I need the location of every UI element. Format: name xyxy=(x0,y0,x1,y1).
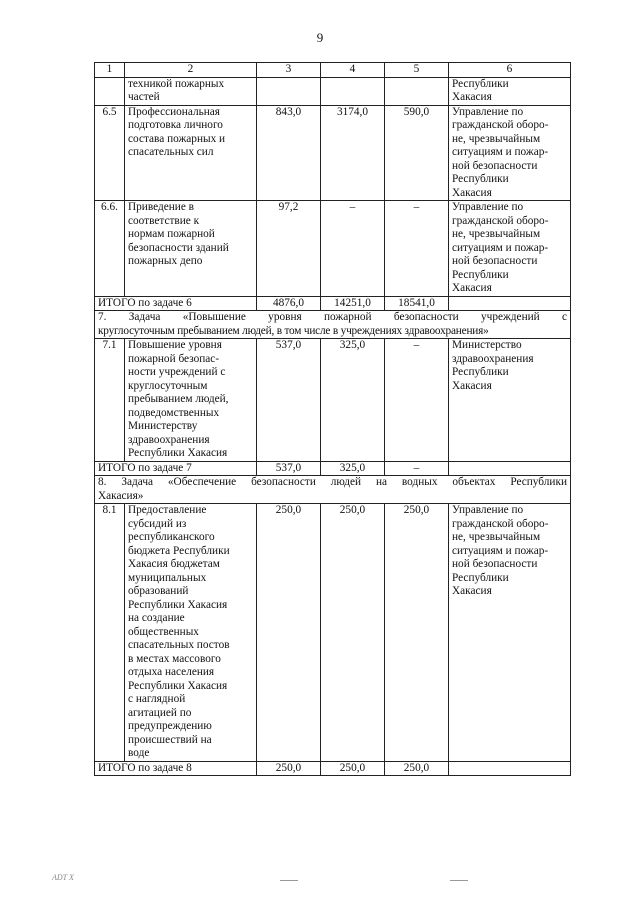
total-row xyxy=(95,761,571,776)
scan-artifact xyxy=(280,880,298,881)
scan-artifact xyxy=(450,880,468,881)
value-col-5: 590,0 xyxy=(385,105,449,201)
task-heading xyxy=(95,476,571,504)
page-number: 9 xyxy=(316,30,324,45)
value-col-5: – xyxy=(385,201,449,297)
total-value: 250,0 xyxy=(321,761,385,776)
footer-mark: ADT X xyxy=(52,873,74,882)
measure-name: Предоставление субсидий из республиканского бюджета Республики Хакасия бюджетам муниципальных образований Республики Хакасия на создание общественных спасательных постов в местах массового отдыха населения Республики Хакасия с наглядной агитацией по предупреждению происшествий на воде xyxy=(125,504,257,762)
measure-number: 6.6. xyxy=(95,201,125,297)
column-header: 2 xyxy=(125,63,257,78)
column-header: 1 xyxy=(95,63,125,78)
total-label: ИТОГО по задаче 8 xyxy=(95,761,257,776)
value-col-4: 250,0 xyxy=(321,504,385,762)
measure-name: Повышение уровня пожарной безопас- ности учреждений с круглосуточным пребыванием людей, подведомственных Министерству здравоохранения Республики Хакасия xyxy=(125,339,257,462)
column-header: 4 xyxy=(321,63,385,78)
task-heading-row xyxy=(95,311,571,339)
value-col-3: 537,0 xyxy=(257,339,321,462)
column-header: 5 xyxy=(385,63,449,78)
responsible-executor: Республики Хакасия xyxy=(449,77,571,105)
value-col-4: 325,0 xyxy=(321,339,385,462)
task-heading-line: 7. Задача «Повышение уровня пожарной безопасности учреждений с xyxy=(98,311,567,323)
total-value: 14251,0 xyxy=(321,296,385,311)
task-heading xyxy=(95,311,571,339)
responsible-executor: Министерство здравоохранения Республики Хакасия xyxy=(449,339,571,462)
total-value: – xyxy=(385,461,449,476)
table-row xyxy=(95,77,571,105)
total-value: 4876,0 xyxy=(257,296,321,311)
total-label: ИТОГО по задаче 6 xyxy=(95,296,257,311)
column-number-header-row xyxy=(95,63,571,78)
value-col-3: 843,0 xyxy=(257,105,321,201)
total-row xyxy=(95,296,571,311)
total-label: ИТОГО по задаче 7 xyxy=(95,461,257,476)
table-row xyxy=(95,105,571,201)
measure-number: 6.5 xyxy=(95,105,125,201)
measure-number: 8.1 xyxy=(95,504,125,762)
table-row xyxy=(95,504,571,762)
measure-name: Профессиональная подготовка личного состава пожарных и спасательных сил xyxy=(125,105,257,201)
responsible-executor: Управление по гражданской оборо- не, чрезвычайным ситуациям и пожар- ной безопасности Республики Хакасия xyxy=(449,504,571,762)
value-col-5: 250,0 xyxy=(385,504,449,762)
responsible-executor: Управление по гражданской оборо- не, чрезвычайным ситуациям и пожар- ной безопасности Республики Хакасия xyxy=(449,105,571,201)
value-col-5: – xyxy=(385,339,449,462)
total-row xyxy=(95,461,571,476)
value-col-3: 250,0 xyxy=(257,504,321,762)
measure-name: Приведение в соответствие к нормам пожарной безопасности зданий пожарных депо xyxy=(125,201,257,297)
total-value: 537,0 xyxy=(257,461,321,476)
task-heading-line: Хакасия» xyxy=(98,489,144,502)
total-value: 325,0 xyxy=(321,461,385,476)
total-value: 250,0 xyxy=(257,761,321,776)
value-col-4: – xyxy=(321,201,385,297)
column-header: 3 xyxy=(257,63,321,78)
program-measures-table xyxy=(94,62,571,776)
task-heading-line: 8. Задача «Обеспечение безопасности людей на водных объектах Республики xyxy=(98,476,567,488)
measure-number: 7.1 xyxy=(95,339,125,462)
total-value: 250,0 xyxy=(385,761,449,776)
responsible-executor: Управление по гражданской оборо- не, чрезвычайным ситуациям и пожар- ной безопасности Республики Хакасия xyxy=(449,201,571,297)
column-header: 6 xyxy=(449,63,571,78)
task-heading-row xyxy=(95,476,571,504)
measure-name: техникой пожарных частей xyxy=(125,77,257,105)
task-heading-line: круглосуточным пребыванием людей, в том числе в учреждениях здравоохранения» xyxy=(98,324,489,337)
table-row xyxy=(95,201,571,297)
total-value: 18541,0 xyxy=(385,296,449,311)
table-row xyxy=(95,339,571,462)
value-col-3: 97,2 xyxy=(257,201,321,297)
value-col-4: 3174,0 xyxy=(321,105,385,201)
